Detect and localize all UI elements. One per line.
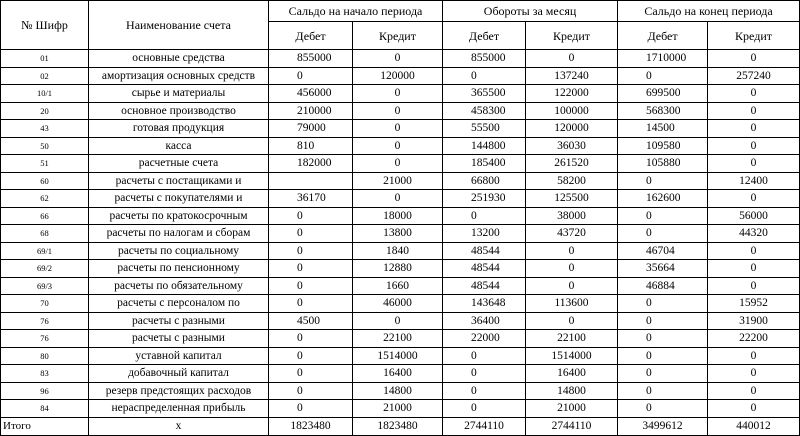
table-row bbox=[1, 260, 800, 278]
turnover-credit-cell: 100000 bbox=[526, 102, 618, 120]
table-row bbox=[1, 172, 800, 190]
turnover-credit-cell: 261520 bbox=[526, 155, 618, 173]
opening-credit-cell: 1514000 bbox=[353, 347, 443, 365]
opening-debit-cell: 4500 bbox=[269, 312, 353, 330]
closing-credit-cell: 0 bbox=[708, 347, 800, 365]
account-name-cell: расчеты с разными bbox=[89, 312, 269, 330]
opening-debit-cell: 0 bbox=[269, 382, 353, 400]
table-row bbox=[1, 382, 800, 400]
opening-credit-cell: 21000 bbox=[353, 172, 443, 190]
account-name-cell: основное производство bbox=[89, 102, 269, 120]
account-name-cell: расчеты с персоналом по bbox=[89, 295, 269, 313]
turnover-debit-cell: 48544 bbox=[443, 277, 526, 295]
turnover-credit-cell: 0 bbox=[526, 260, 618, 278]
total-turnover-credit: 2744110 bbox=[526, 417, 618, 435]
closing-debit-cell: 0 bbox=[618, 225, 708, 243]
header-opening-credit: Кредит bbox=[353, 22, 443, 50]
turnover-debit-cell: 22000 bbox=[443, 330, 526, 348]
closing-debit-cell: 109580 bbox=[618, 137, 708, 155]
closing-credit-cell: 12400 bbox=[708, 172, 800, 190]
account-code-cell: 83 bbox=[1, 365, 89, 383]
table-row bbox=[1, 85, 800, 103]
account-code-cell: 50 bbox=[1, 137, 89, 155]
turnover-credit-cell: 14800 bbox=[526, 382, 618, 400]
turnover-credit-cell: 21000 bbox=[526, 400, 618, 418]
closing-credit-cell: 0 bbox=[708, 190, 800, 208]
table-row bbox=[1, 67, 800, 85]
opening-debit-cell: 0 bbox=[269, 295, 353, 313]
turnover-credit-cell: 0 bbox=[526, 50, 618, 68]
turnover-debit-cell: 0 bbox=[443, 347, 526, 365]
closing-credit-cell: 22200 bbox=[708, 330, 800, 348]
table-row bbox=[1, 120, 800, 138]
account-code-cell: 76 bbox=[1, 312, 89, 330]
account-code-cell: 20 bbox=[1, 102, 89, 120]
turnover-debit-cell: 0 bbox=[443, 382, 526, 400]
opening-credit-cell: 0 bbox=[353, 85, 443, 103]
table-row bbox=[1, 277, 800, 295]
closing-credit-cell: 0 bbox=[708, 120, 800, 138]
account-name-cell: добавочный капитал bbox=[89, 365, 269, 383]
opening-debit-cell: 182000 bbox=[269, 155, 353, 173]
header-opening-debit: Дебет bbox=[269, 22, 353, 50]
opening-credit-cell: 1660 bbox=[353, 277, 443, 295]
closing-debit-cell: 0 bbox=[618, 347, 708, 365]
account-code-cell: 69/2 bbox=[1, 260, 89, 278]
table-row bbox=[1, 295, 800, 313]
account-name-cell: основные средства bbox=[89, 50, 269, 68]
table-row bbox=[1, 242, 800, 260]
account-name-cell: расчетные счета bbox=[89, 155, 269, 173]
total-closing-credit: 440012 bbox=[708, 417, 800, 435]
account-name-cell: расчеты по пенсионному bbox=[89, 260, 269, 278]
total-label: Итого bbox=[1, 417, 89, 435]
table-row bbox=[1, 312, 800, 330]
turnover-debit-cell: 0 bbox=[443, 207, 526, 225]
header-row-top bbox=[1, 1, 800, 22]
turnover-debit-cell: 0 bbox=[443, 67, 526, 85]
turnover-credit-cell: 120000 bbox=[526, 120, 618, 138]
opening-debit-cell: 0 bbox=[269, 277, 353, 295]
opening-credit-cell: 12880 bbox=[353, 260, 443, 278]
turnover-credit-cell: 1514000 bbox=[526, 347, 618, 365]
closing-debit-cell: 0 bbox=[618, 295, 708, 313]
turnover-debit-cell: 55500 bbox=[443, 120, 526, 138]
account-code-cell: 84 bbox=[1, 400, 89, 418]
account-code-cell: 80 bbox=[1, 347, 89, 365]
closing-debit-cell: 35664 bbox=[618, 260, 708, 278]
closing-debit-cell: 105880 bbox=[618, 155, 708, 173]
opening-credit-cell: 0 bbox=[353, 102, 443, 120]
turnover-credit-cell: 38000 bbox=[526, 207, 618, 225]
header-turnover-debit: Дебет bbox=[443, 22, 526, 50]
turnover-credit-cell: 122000 bbox=[526, 85, 618, 103]
closing-credit-cell: 44320 bbox=[708, 225, 800, 243]
closing-credit-cell: 0 bbox=[708, 155, 800, 173]
opening-debit-cell: 0 bbox=[269, 365, 353, 383]
closing-debit-cell: 0 bbox=[618, 365, 708, 383]
closing-credit-cell: 0 bbox=[708, 260, 800, 278]
opening-credit-cell: 0 bbox=[353, 155, 443, 173]
turnover-debit-cell: 251930 bbox=[443, 190, 526, 208]
closing-debit-cell: 0 bbox=[618, 330, 708, 348]
turnover-credit-cell: 137240 bbox=[526, 67, 618, 85]
closing-debit-cell: 46884 bbox=[618, 277, 708, 295]
account-code-cell: 70 bbox=[1, 295, 89, 313]
closing-debit-cell: 162600 bbox=[618, 190, 708, 208]
total-closing-debit: 3499612 bbox=[618, 417, 708, 435]
total-name: х bbox=[89, 417, 269, 435]
header-cipher: № Шифр bbox=[1, 1, 89, 50]
closing-credit-cell: 0 bbox=[708, 382, 800, 400]
turnover-credit-cell: 22100 bbox=[526, 330, 618, 348]
turnover-debit-cell: 855000 bbox=[443, 50, 526, 68]
account-code-cell: 10/1 bbox=[1, 85, 89, 103]
turnover-debit-cell: 458300 bbox=[443, 102, 526, 120]
opening-credit-cell: 13800 bbox=[353, 225, 443, 243]
header-account-name: Наименование счета bbox=[89, 1, 269, 50]
table-row bbox=[1, 137, 800, 155]
turnover-debit-cell: 48544 bbox=[443, 242, 526, 260]
opening-credit-cell: 14800 bbox=[353, 382, 443, 400]
account-name-cell: расчеты по кратокосрочным bbox=[89, 207, 269, 225]
total-row bbox=[1, 417, 800, 435]
table-row bbox=[1, 207, 800, 225]
table-body bbox=[1, 50, 800, 418]
account-code-cell: 69/3 bbox=[1, 277, 89, 295]
turnover-debit-cell: 143648 bbox=[443, 295, 526, 313]
opening-credit-cell: 120000 bbox=[353, 67, 443, 85]
turnover-credit-cell: 36030 bbox=[526, 137, 618, 155]
account-name-cell: расчеты по налогам и сборам bbox=[89, 225, 269, 243]
turnover-credit-cell: 43720 bbox=[526, 225, 618, 243]
account-name-cell: резерв предстоящих расходов bbox=[89, 382, 269, 400]
closing-debit-cell: 0 bbox=[618, 312, 708, 330]
opening-credit-cell: 46000 bbox=[353, 295, 443, 313]
opening-debit-cell: 36170 bbox=[269, 190, 353, 208]
table-row bbox=[1, 365, 800, 383]
closing-debit-cell: 699500 bbox=[618, 85, 708, 103]
closing-debit-cell: 0 bbox=[618, 382, 708, 400]
turnover-debit-cell: 66800 bbox=[443, 172, 526, 190]
turnover-debit-cell: 48544 bbox=[443, 260, 526, 278]
opening-credit-cell: 16400 bbox=[353, 365, 443, 383]
turnover-credit-cell: 58200 bbox=[526, 172, 618, 190]
closing-debit-cell: 0 bbox=[618, 400, 708, 418]
turnover-debit-cell: 185400 bbox=[443, 155, 526, 173]
account-name-cell: расчеты с покупателями и bbox=[89, 190, 269, 208]
header-closing-credit: Кредит bbox=[708, 22, 800, 50]
turnover-credit-cell: 16400 bbox=[526, 365, 618, 383]
account-name-cell: расчеты по социальному bbox=[89, 242, 269, 260]
header-closing-balance: Сальдо на конец периода bbox=[618, 1, 800, 22]
account-code-cell: 69/1 bbox=[1, 242, 89, 260]
table-row bbox=[1, 50, 800, 68]
opening-debit-cell: 0 bbox=[269, 67, 353, 85]
account-name-cell: сырье и материалы bbox=[89, 85, 269, 103]
header-opening-balance: Сальдо на начало периода bbox=[269, 1, 443, 22]
table-row bbox=[1, 225, 800, 243]
closing-debit-cell: 568300 bbox=[618, 102, 708, 120]
total-opening-credit: 1823480 bbox=[353, 417, 443, 435]
total-turnover-debit: 2744110 bbox=[443, 417, 526, 435]
table-row bbox=[1, 330, 800, 348]
turnover-debit-cell: 0 bbox=[443, 365, 526, 383]
closing-debit-cell: 14500 bbox=[618, 120, 708, 138]
closing-credit-cell: 0 bbox=[708, 365, 800, 383]
closing-credit-cell: 0 bbox=[708, 400, 800, 418]
opening-credit-cell: 0 bbox=[353, 312, 443, 330]
opening-credit-cell: 0 bbox=[353, 190, 443, 208]
turnover-credit-cell: 125500 bbox=[526, 190, 618, 208]
opening-debit-cell: 0 bbox=[269, 400, 353, 418]
turnover-credit-cell: 0 bbox=[526, 242, 618, 260]
opening-debit-cell: 0 bbox=[269, 260, 353, 278]
account-code-cell: 43 bbox=[1, 120, 89, 138]
opening-credit-cell: 1840 bbox=[353, 242, 443, 260]
turnover-credit-cell: 0 bbox=[526, 277, 618, 295]
account-name-cell: расчеты по обязательному bbox=[89, 277, 269, 295]
opening-debit-cell: 0 bbox=[269, 242, 353, 260]
closing-credit-cell: 0 bbox=[708, 277, 800, 295]
opening-debit-cell: 0 bbox=[269, 225, 353, 243]
closing-debit-cell: 46704 bbox=[618, 242, 708, 260]
closing-debit-cell: 0 bbox=[618, 172, 708, 190]
account-name-cell: касса bbox=[89, 137, 269, 155]
opening-credit-cell: 0 bbox=[353, 120, 443, 138]
closing-debit-cell: 0 bbox=[618, 67, 708, 85]
opening-debit-cell: 79000 bbox=[269, 120, 353, 138]
account-code-cell: 76 bbox=[1, 330, 89, 348]
turnover-debit-cell: 0 bbox=[443, 400, 526, 418]
closing-debit-cell: 0 bbox=[618, 207, 708, 225]
closing-credit-cell: 15952 bbox=[708, 295, 800, 313]
closing-credit-cell: 257240 bbox=[708, 67, 800, 85]
opening-debit-cell: 0 bbox=[269, 347, 353, 365]
opening-debit-cell: 0 bbox=[269, 330, 353, 348]
opening-credit-cell: 22100 bbox=[353, 330, 443, 348]
opening-debit-cell bbox=[269, 172, 353, 190]
header-turnover-credit: Кредит bbox=[526, 22, 618, 50]
closing-credit-cell: 0 bbox=[708, 137, 800, 155]
table-row bbox=[1, 400, 800, 418]
account-name-cell: уставной капитал bbox=[89, 347, 269, 365]
opening-credit-cell: 0 bbox=[353, 137, 443, 155]
closing-credit-cell: 0 bbox=[708, 102, 800, 120]
account-code-cell: 66 bbox=[1, 207, 89, 225]
closing-debit-cell: 1710000 bbox=[618, 50, 708, 68]
total-opening-debit: 1823480 bbox=[269, 417, 353, 435]
turnover-credit-cell: 113600 bbox=[526, 295, 618, 313]
turnover-debit-cell: 365500 bbox=[443, 85, 526, 103]
turnover-debit-cell: 13200 bbox=[443, 225, 526, 243]
closing-credit-cell: 0 bbox=[708, 50, 800, 68]
opening-credit-cell: 21000 bbox=[353, 400, 443, 418]
table-row bbox=[1, 190, 800, 208]
closing-credit-cell: 31900 bbox=[708, 312, 800, 330]
header-turnover: Обороты за месяц bbox=[443, 1, 618, 22]
closing-credit-cell: 0 bbox=[708, 242, 800, 260]
account-code-cell: 96 bbox=[1, 382, 89, 400]
turnover-debit-cell: 144800 bbox=[443, 137, 526, 155]
opening-debit-cell: 810 bbox=[269, 137, 353, 155]
turnover-credit-cell: 0 bbox=[526, 312, 618, 330]
opening-debit-cell: 210000 bbox=[269, 102, 353, 120]
opening-credit-cell: 18000 bbox=[353, 207, 443, 225]
closing-credit-cell: 56000 bbox=[708, 207, 800, 225]
account-name-cell: расчеты с разными bbox=[89, 330, 269, 348]
opening-debit-cell: 855000 bbox=[269, 50, 353, 68]
account-name-cell: расчеты с постащиками и bbox=[89, 172, 269, 190]
table-row bbox=[1, 347, 800, 365]
account-name-cell: готовая продукция bbox=[89, 120, 269, 138]
account-code-cell: 01 bbox=[1, 50, 89, 68]
opening-debit-cell: 0 bbox=[269, 207, 353, 225]
header-closing-debit: Дебет bbox=[618, 22, 708, 50]
account-name-cell: нераспределенная прибыль bbox=[89, 400, 269, 418]
turnover-debit-cell: 36400 bbox=[443, 312, 526, 330]
account-code-cell: 51 bbox=[1, 155, 89, 173]
table-row bbox=[1, 102, 800, 120]
opening-debit-cell: 456000 bbox=[269, 85, 353, 103]
account-code-cell: 60 bbox=[1, 172, 89, 190]
closing-credit-cell: 0 bbox=[708, 85, 800, 103]
account-name-cell: амортизация основных средств bbox=[89, 67, 269, 85]
account-code-cell: 62 bbox=[1, 190, 89, 208]
table-row bbox=[1, 155, 800, 173]
account-code-cell: 02 bbox=[1, 67, 89, 85]
opening-credit-cell: 0 bbox=[353, 50, 443, 68]
account-code-cell: 68 bbox=[1, 225, 89, 243]
